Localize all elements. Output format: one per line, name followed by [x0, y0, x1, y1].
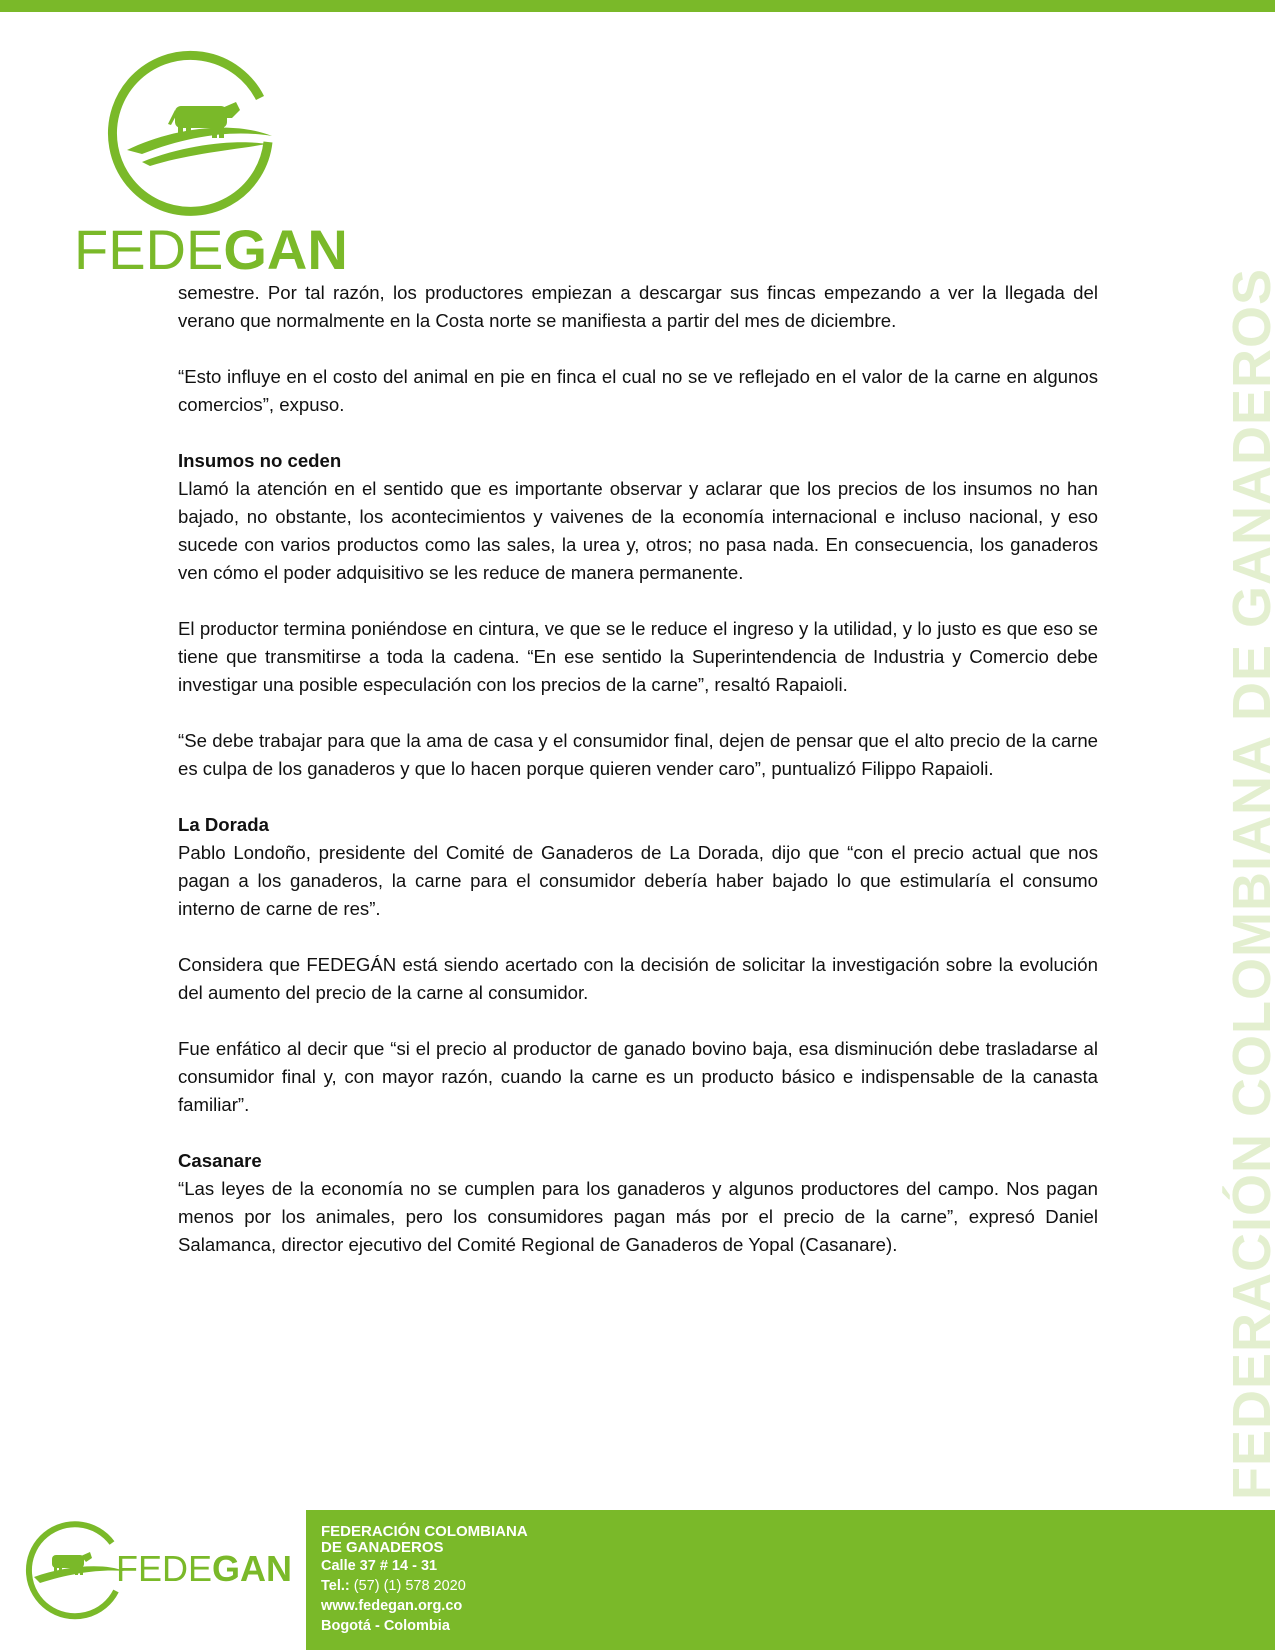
footer-logo [16, 1525, 296, 1620]
side-vertical-title: FEDERACIÓN COLOMBIANA DE GANADEROS [1222, 267, 1282, 1500]
paragraph: semestre. Por tal razón, los productores empiezan a descargar sus fincas empezando a ver la llegada del verano que normalmente en la Costa norte se manifiesta a partir del mes de diciembre. [178, 282, 1098, 331]
footer-logo-text-light: FEDE [116, 1548, 213, 1589]
paragraph: Pablo Londoño, presidente del Comité de Ganaderos de La Dorada, dijo que “con el precio actual que nos pagan a los ganaderos, la carne para el consumidor debería haber bajado lo que estimularía el consumo interno de carne de res”. [178, 842, 1098, 919]
footer-wordmark [116, 1549, 292, 1589]
section-heading-casanare: Casanare [178, 1150, 262, 1171]
footer-org-line2: DE GANADEROS [321, 1539, 444, 1556]
footer-logo-text-bold: GAN [212, 1548, 293, 1589]
logo-emblem [72, 58, 372, 228]
footer-phone [321, 1576, 528, 1596]
footer-org-line1: FEDERACIÓN COLOMBIANA [321, 1523, 528, 1540]
paragraph: “Las leyes de la economía no se cumplen para los ganaderos y algunos productores del campo. Nos pagan menos por los animales, pero los consumidores pagan más por el precio de la carne”, expresó Daniel Salamanca, director ejecutivo del Comité Regional de Ganaderos de Yopal (Casanare). [178, 1178, 1098, 1255]
paragraph: “Se debe trabajar para que la ama de casa y el consumidor final, dejen de pensar que el alto precio de la carne es culpa de los ganaderos y que lo hacen porque quieren vender caro”, puntualizó Filippo Rapaioli. [178, 730, 1098, 779]
logo-text-bold: GAN [223, 218, 348, 281]
section-heading-la-dorada: La Dorada [178, 814, 269, 835]
paragraph: El productor termina poniéndose en cintura, ve que se le reduce el ingreso y la utilidad, y lo justo es que eso se tiene que transmitirse a toda la cadena. “En ese sentido la Superintendencia de Industria y Comercio debe investigar una posible especulación con los precios de la carne”, resaltó Rapaioli. [178, 618, 1098, 695]
document-body [178, 279, 1098, 1287]
footer-website-link[interactable]: www.fedegan.org.co [321, 1598, 463, 1614]
paragraph: Llamó la atención en el sentido que es importante observar y aclarar que los precios de los insumos no han bajado, no obstante, los acontecimientos y vaivenes de la economía internacional e incluso nacional, y eso sucede con varios productos como las sales, la urea y, otros; no pasa nada. En consecuencia, los ganaderos ven cómo el poder adquisitivo se les reduce de manera permanente. [178, 478, 1098, 583]
paragraph: Considera que FEDEGÁN está siendo acertado con la decisión de solicitar la investigación sobre la evolución del aumento del precio de la carne al consumidor. [178, 954, 1098, 1003]
logo-text-light: FEDE [74, 218, 224, 281]
section-heading-insumos: Insumos no ceden [178, 450, 342, 471]
top-green-rule [0, 0, 1275, 12]
footer-phone-label: Tel.: [321, 1578, 350, 1594]
footer-phone-value: (57) (1) 578 2020 [349, 1578, 466, 1594]
footer-contact-band [306, 1510, 1275, 1650]
logo-wordmark [74, 220, 348, 280]
footer-city: Bogotá - Colombia [321, 1618, 450, 1634]
fedegan-logo [72, 58, 372, 281]
footer-address: Calle 37 # 14 - 31 [321, 1558, 438, 1574]
paragraph: “Esto influye en el costo del animal en pie en finca el cual no se ve reflejado en el valor de la carne en algunos comercios”, expuso. [178, 366, 1098, 415]
footer-contact-info [321, 1524, 528, 1636]
paragraph: Fue enfático al decir que “si el precio al productor de ganado bovino baja, esa disminución debe trasladarse al consumidor final y, con mayor razón, cuando la carne es un producto básico e indispensable de la canasta familiar”. [178, 1038, 1098, 1115]
